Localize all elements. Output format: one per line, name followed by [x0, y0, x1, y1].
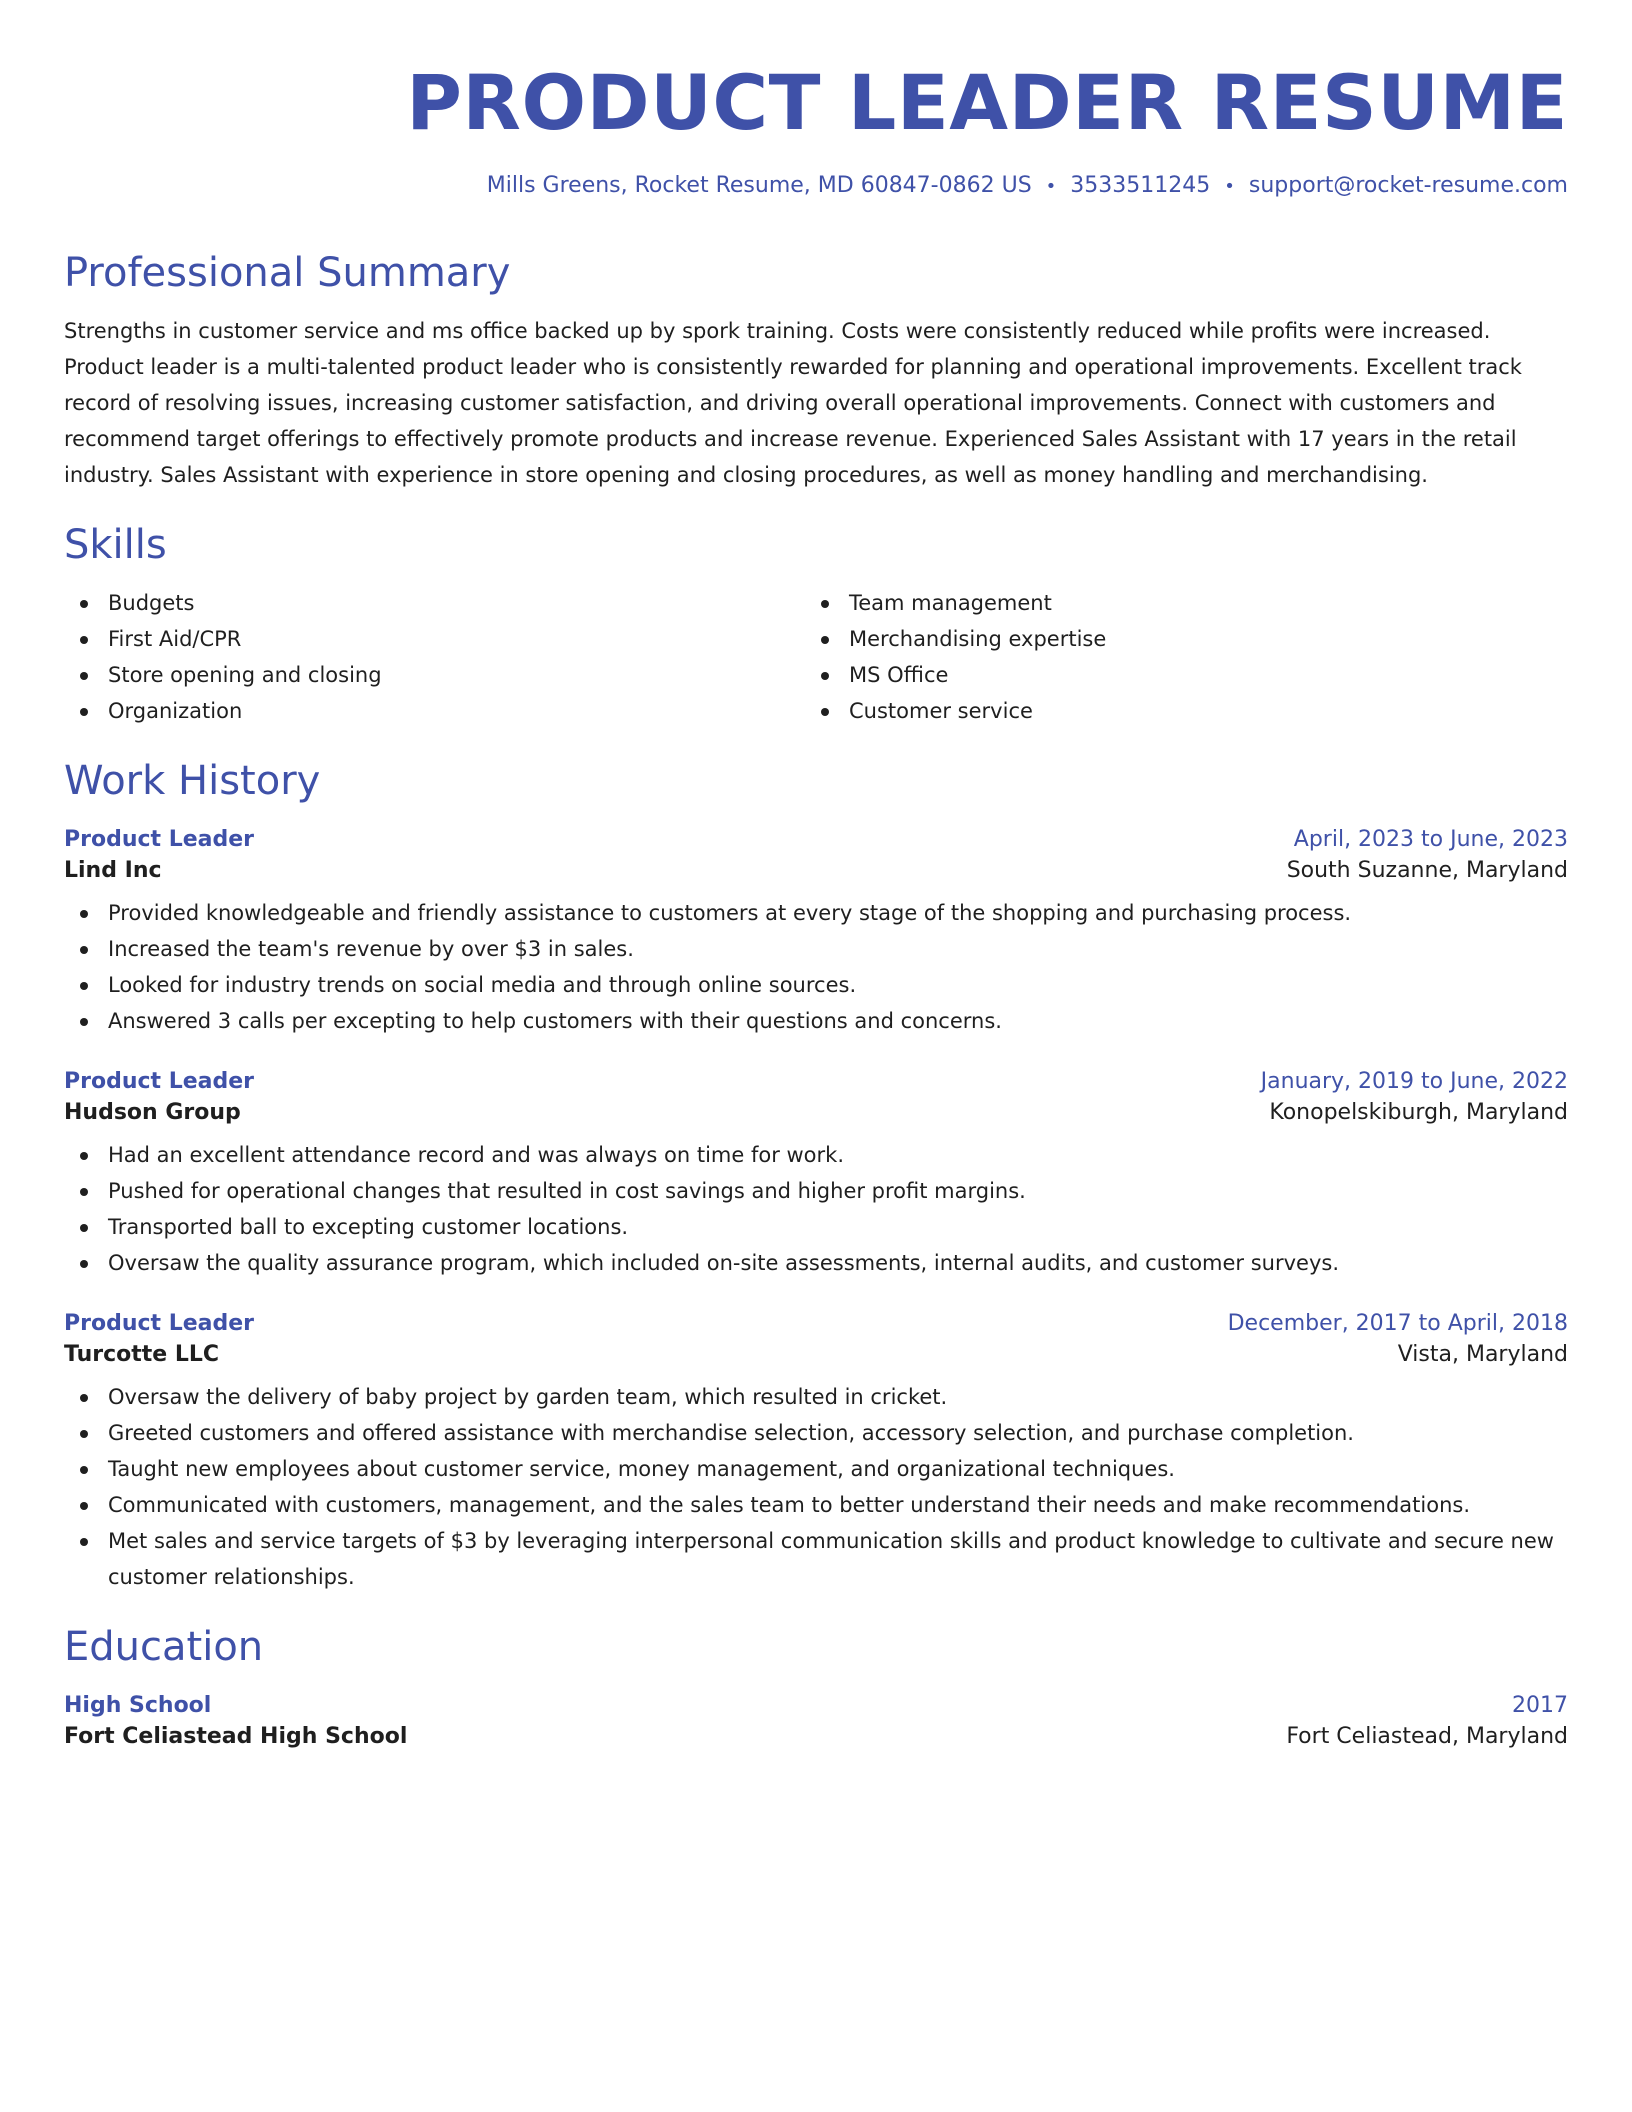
job-bullets [64, 895, 1568, 1039]
job-title: Product Leader [64, 827, 255, 852]
education-school: Fort Celiastead High School [64, 1724, 408, 1749]
job-bullets [64, 1137, 1568, 1281]
job-bullet: Looked for industry trends on social media and through online sources. [64, 967, 1568, 1003]
skills-heading: Skills [64, 522, 167, 568]
contact-address: Mills Greens, Rocket Resume, MD 60847-0862 US [486, 173, 1032, 198]
contact-separator: • [1045, 176, 1057, 197]
contact-line [64, 170, 1568, 203]
job-title: Product Leader [64, 1311, 255, 1336]
job-company-row [64, 1100, 1568, 1125]
education-entry [64, 1693, 1568, 1749]
skill-item: Organization [64, 693, 805, 729]
education-location: Fort Celiastead, Maryland [1286, 1724, 1568, 1749]
job-bullet: Oversaw the delivery of baby project by garden team, which resulted in cricket. [64, 1379, 1568, 1415]
job-bullets [64, 1379, 1568, 1595]
contact-phone: 3533511245 [1070, 173, 1211, 198]
job-location: South Suzanne, Maryland [1286, 858, 1568, 883]
resume-title: PRODUCT LEADER RESUME [406, 58, 1568, 147]
education-school-row [64, 1724, 1568, 1749]
job-dates: April, 2023 to June, 2023 [1293, 827, 1568, 852]
contact-email: support@rocket-resume.com [1248, 173, 1568, 198]
work-history-heading: Work History [64, 758, 321, 804]
job-bullet: Greeted customers and offered assistance with merchandise selection, accessory selection, and purchase completion. [64, 1415, 1568, 1451]
summary-text: Strengths in customer service and ms office backed up by spork training. Costs were consistently reduced while profits were increased. Product leader is a multi-talented product leader who is consistently rewarded for planning and operational improvements. Excellent track record of resolving issues, increasing customer satisfaction, and driving overall operational improvements. Connect with customers and recommend target offerings to effectively promote products and increase revenue. Experienced Sales Assistant with 17 years in the retail industry. Sales Assistant with experience in store opening and closing procedures, as well as money handling and merchandising. [64, 319, 1522, 487]
skills-section [64, 519, 1568, 729]
job-entry [64, 1069, 1568, 1281]
job-bullet: Provided knowledgeable and friendly assistance to customers at every stage of the shopping and purchasing process. [64, 895, 1568, 931]
job-bullet: Increased the team's revenue by over $3 in sales. [64, 931, 1568, 967]
skills-column-left [64, 585, 805, 729]
job-bullet: Transported ball to excepting customer locations. [64, 1209, 1568, 1245]
education-year: 2017 [1512, 1693, 1568, 1718]
education-section [64, 1621, 1568, 1749]
job-company-row [64, 1342, 1568, 1367]
job-company: Lind Inc [64, 858, 162, 883]
job-title: Product Leader [64, 1069, 255, 1094]
job-header [64, 827, 1568, 852]
job-header [64, 1069, 1568, 1094]
skill-item: Budgets [64, 585, 805, 621]
job-company: Hudson Group [64, 1100, 241, 1125]
skill-item: Customer service [805, 693, 1546, 729]
education-heading: Education [64, 1624, 264, 1670]
skill-item: Store opening and closing [64, 657, 805, 693]
job-location: Konopelskiburgh, Maryland [1269, 1100, 1568, 1125]
job-company-row [64, 858, 1568, 883]
summary-section [64, 247, 1568, 493]
job-bullet: Taught new employees about customer service, money management, and organizational techniques. [64, 1451, 1568, 1487]
job-entry [64, 827, 1568, 1039]
skills-list [64, 585, 1568, 729]
summary-heading: Professional Summary [64, 250, 511, 296]
job-bullet: Pushed for operational changes that resulted in cost savings and higher profit margins. [64, 1173, 1568, 1209]
skill-item: First Aid/CPR [64, 621, 805, 657]
job-dates: December, 2017 to April, 2018 [1227, 1311, 1568, 1336]
work-history-section [64, 755, 1568, 1595]
skill-item: Merchandising expertise [805, 621, 1546, 657]
job-header [64, 1311, 1568, 1336]
skill-item: Team management [805, 585, 1546, 621]
job-bullet: Had an excellent attendance record and was always on time for work. [64, 1137, 1568, 1173]
job-bullet: Oversaw the quality assurance program, which included on-site assessments, internal audits, and customer surveys. [64, 1245, 1568, 1281]
education-degree: High School [64, 1693, 212, 1718]
job-entry [64, 1311, 1568, 1595]
contact-separator: • [1224, 176, 1235, 197]
job-location: Vista, Maryland [1397, 1342, 1568, 1367]
skill-item: MS Office [805, 657, 1546, 693]
job-company: Turcotte LLC [64, 1342, 220, 1367]
skills-column-right [805, 585, 1546, 729]
job-dates: January, 2019 to June, 2022 [1260, 1069, 1568, 1094]
job-bullet: Met sales and service targets of $3 by leveraging interpersonal communication skills and product knowledge to cultivate and secure new customer relationships. [64, 1523, 1568, 1595]
job-bullet: Answered 3 calls per excepting to help customers with their questions and concerns. [64, 1003, 1568, 1039]
education-header [64, 1693, 1568, 1718]
job-bullet: Communicated with customers, management, and the sales team to better understand their needs and make recommendations. [64, 1487, 1568, 1523]
